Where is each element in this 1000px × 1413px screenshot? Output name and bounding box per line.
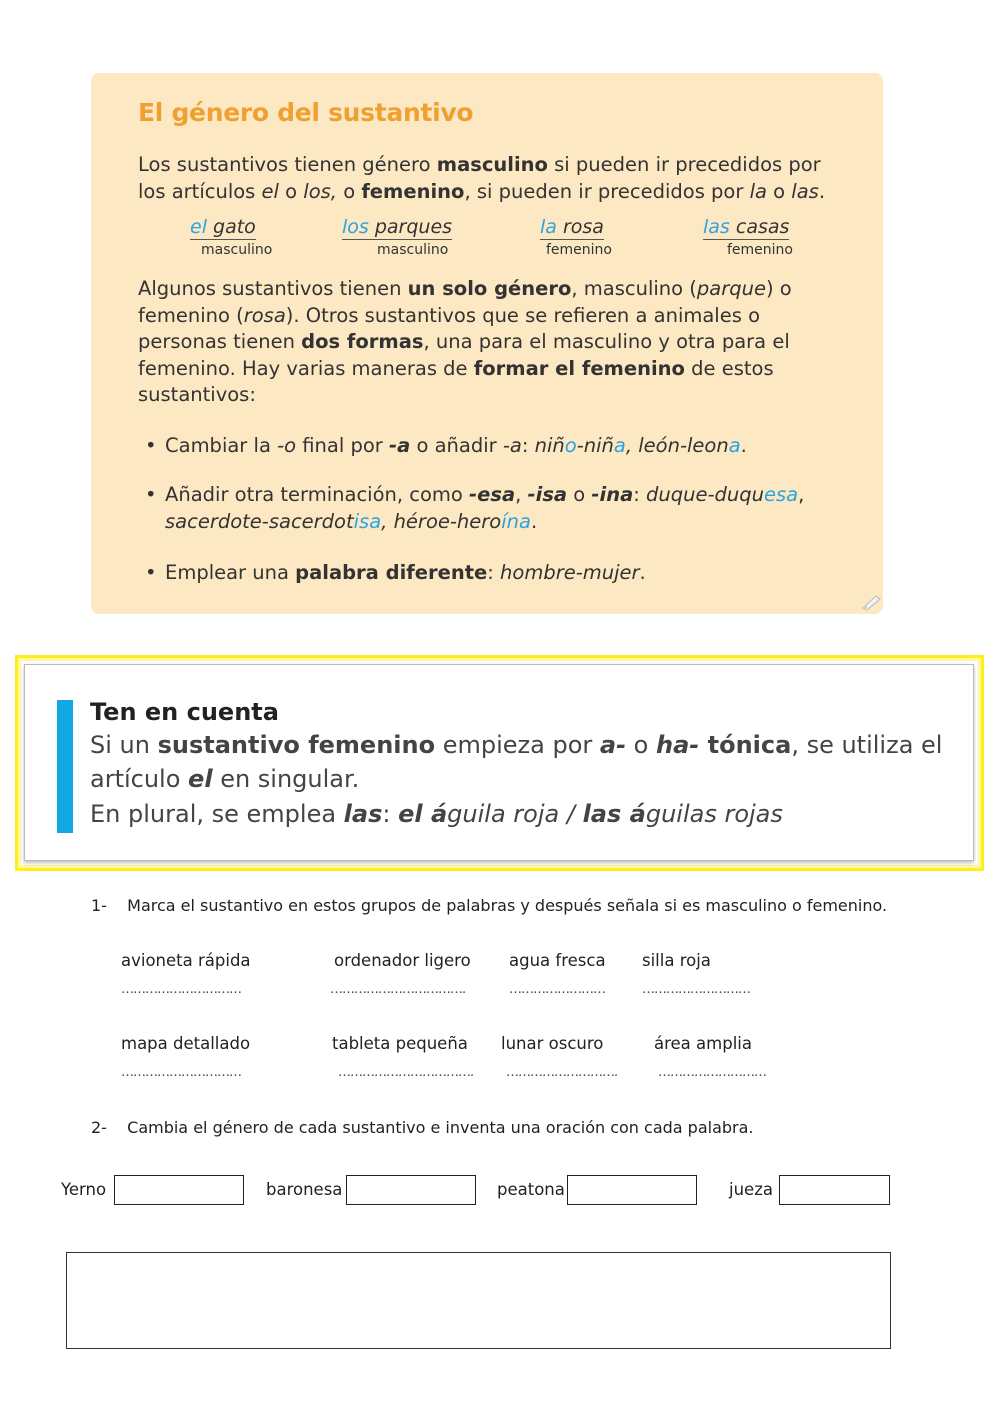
- example-label-femenino-2: femenino: [727, 242, 793, 258]
- text-run: a: [613, 434, 626, 457]
- answer-dots[interactable]: ……………………: [509, 982, 605, 997]
- answer-dots[interactable]: ……………………….: [506, 1065, 618, 1080]
- text-run: -isa: [527, 483, 568, 506]
- answer-input-jueza[interactable]: [779, 1175, 890, 1205]
- text-run: final por: [296, 434, 389, 457]
- word-mapa-detallado[interactable]: mapa detallado: [121, 1034, 251, 1053]
- bullet-1-line-1: [165, 433, 845, 460]
- bullet-dot: •: [145, 483, 157, 506]
- text-run: parque: [696, 277, 766, 300]
- text-run: En plural, se emplea: [90, 800, 344, 828]
- text-run: palabra diferente: [295, 561, 488, 584]
- answer-dots[interactable]: …………………………….: [338, 1065, 474, 1080]
- theory-p2-line-1: [138, 276, 838, 303]
- answer-dots[interactable]: …………………………….: [330, 982, 466, 997]
- theory-p2-line-2: [138, 303, 838, 330]
- text-run: femenino: [361, 179, 465, 203]
- theory-p2-line-3: [138, 329, 838, 356]
- example-label-masculino-1: masculino: [201, 242, 273, 258]
- text-run: , una para el masculino y otra para el: [423, 330, 790, 353]
- text-run: sustantivo femenino: [157, 731, 436, 759]
- text-run: femenino (: [138, 303, 244, 327]
- text-run: :: [633, 483, 647, 506]
- text-run: los artículos: [138, 179, 262, 203]
- text-run: en singular.: [212, 765, 360, 793]
- label-jueza: jueza: [729, 1180, 773, 1199]
- text-run: isa: [353, 509, 382, 533]
- note-box: [24, 664, 974, 861]
- text-run: el: [261, 179, 279, 203]
- answer-dots[interactable]: …………………………: [121, 1065, 241, 1080]
- text-run: duque-duqu: [646, 483, 765, 506]
- text-run: los,: [303, 179, 337, 203]
- text-run: , si pueden ir precedidos por: [464, 179, 750, 203]
- text-run: un solo género: [407, 277, 572, 300]
- text-run: de estos: [684, 356, 774, 380]
- bullet-3-line-1: [165, 560, 845, 587]
- word-avioneta-rapida[interactable]: avioneta rápida: [121, 951, 251, 970]
- example-los-parques: los parques: [342, 216, 453, 238]
- text-run: , masculino (: [571, 277, 697, 300]
- text-run: las á: [582, 800, 646, 828]
- text-run: :: [521, 434, 535, 457]
- text-run: tónica: [707, 731, 792, 759]
- text-run: Emplear una: [165, 561, 296, 584]
- note-title: Ten en cuenta: [90, 698, 279, 726]
- text-run: a: [728, 434, 741, 457]
- answer-dots[interactable]: ………………………: [658, 1065, 766, 1080]
- exercise-text: Marca el sustantivo en estos grupos de palabras y después señala si es masculino o femenino.: [127, 896, 888, 915]
- text-run: dos formas: [301, 330, 424, 353]
- text-run: o: [278, 179, 304, 203]
- text-run: esa: [764, 483, 799, 506]
- exercise-number: 1-: [91, 896, 107, 915]
- text-run: , león-leon: [625, 434, 729, 457]
- text-run: personas tienen: [138, 330, 302, 353]
- answer-dots[interactable]: ………………………: [642, 982, 750, 997]
- text-run: :: [382, 800, 399, 828]
- word-area-amplia[interactable]: área amplia: [654, 1034, 752, 1053]
- pencil-icon: [860, 594, 882, 610]
- text-run: a-: [599, 731, 627, 759]
- theory-paragraph-1: [138, 152, 858, 205]
- sentence-textarea[interactable]: [66, 1252, 891, 1349]
- text-run: formar el femenino: [473, 356, 685, 380]
- exercise-2-instruction: [91, 1118, 754, 1137]
- exercise-text: Cambia el género de cada sustantivo e inventa una oración con cada palabra.: [127, 1118, 754, 1137]
- bullet-2-line-1: [165, 482, 845, 509]
- exercise-1-instruction: [91, 896, 887, 915]
- text-run: -ina: [591, 483, 634, 506]
- text-run: la: [749, 179, 767, 203]
- answer-input-yerno[interactable]: [114, 1175, 244, 1205]
- label-peatona: peatona: [497, 1180, 565, 1199]
- bullet-2-line-2: [165, 509, 845, 536]
- text-run: Añadir otra terminación, como: [165, 483, 470, 506]
- theory-p1-line-2: [138, 179, 858, 206]
- text-run: sustantivos:: [138, 383, 256, 406]
- text-run: si pueden ir precedidos por: [547, 153, 821, 176]
- text-run: rosa: [243, 303, 286, 327]
- text-run: .: [639, 561, 646, 584]
- example-label-masculino-2: masculino: [377, 242, 449, 258]
- text-run: , se utiliza el: [791, 731, 943, 759]
- text-run: o: [337, 179, 362, 203]
- text-run: ). Otros sustantivos que se refieren a animales o: [285, 303, 761, 327]
- theory-p2-line-5: [138, 382, 838, 409]
- text-run: -a: [502, 434, 522, 457]
- example-label-femenino-1: femenino: [546, 242, 612, 258]
- text-run: -niñ: [576, 434, 614, 457]
- text-run: ,: [515, 483, 528, 506]
- text-run: guilas rojas: [645, 800, 783, 828]
- text-run: o añadir: [410, 434, 503, 457]
- bullet-dot: •: [145, 434, 157, 457]
- text-run: las: [343, 800, 383, 828]
- text-run: :: [487, 561, 501, 584]
- text-run: ha-: [656, 731, 708, 759]
- text-run: niñ: [534, 434, 565, 457]
- text-run: guila roja /: [447, 800, 583, 828]
- theory-paragraph-2: [138, 276, 838, 409]
- text-run: ) o: [765, 277, 792, 300]
- word-lunar-oscuro[interactable]: lunar oscuro: [501, 1034, 604, 1053]
- text-run: o: [567, 483, 592, 506]
- note-line-2: [90, 765, 359, 793]
- note-line-1: [90, 731, 942, 759]
- text-run: masculino: [436, 153, 548, 176]
- text-run: hombre-mujer: [500, 561, 640, 584]
- word-ordenador-ligero[interactable]: ordenador ligero: [334, 951, 471, 970]
- text-run: artículo: [90, 765, 189, 793]
- answer-input-peatona[interactable]: [567, 1175, 697, 1205]
- note-line-3: [90, 800, 783, 828]
- text-run: femenino. Hay varias maneras de: [138, 356, 474, 380]
- note-accent-bar: [57, 700, 73, 833]
- text-run: o: [626, 731, 656, 759]
- text-run: Si un: [90, 731, 158, 759]
- example-la-rosa: la rosa: [540, 216, 604, 238]
- exercise-number: 2-: [91, 1118, 107, 1137]
- text-run: -a: [389, 434, 411, 457]
- text-run: Cambiar la: [165, 434, 278, 457]
- text-run: .: [530, 509, 538, 533]
- text-run: las: [791, 179, 819, 203]
- theory-p2-line-4: [138, 356, 838, 383]
- word-agua-fresca[interactable]: agua fresca: [509, 951, 606, 970]
- answer-dots[interactable]: …………………………: [121, 982, 241, 997]
- word-silla-roja[interactable]: silla roja: [642, 951, 711, 970]
- text-run: Algunos sustantivos tienen: [138, 277, 408, 300]
- text-run: .: [740, 434, 747, 457]
- text-run: -o: [277, 434, 297, 457]
- text-run: o: [766, 179, 792, 203]
- text-run: empieza por: [435, 731, 600, 759]
- text-run: Los sustantivos tienen género: [138, 153, 437, 176]
- example-el-gato: el gato: [190, 216, 256, 238]
- answer-input-baronesa[interactable]: [346, 1175, 476, 1205]
- example-las-casas: las casas: [703, 216, 790, 238]
- bullet-dot: •: [145, 561, 157, 584]
- text-run: , héroe-hero: [381, 509, 502, 533]
- label-baronesa: baronesa: [266, 1180, 343, 1199]
- text-run: ína: [501, 509, 531, 533]
- word-tableta-pequena[interactable]: tableta pequeña: [332, 1034, 468, 1053]
- text-run: .: [818, 179, 826, 203]
- text-run: o: [564, 434, 577, 457]
- text-run: -esa: [469, 483, 516, 506]
- label-yerno: Yerno: [61, 1180, 107, 1199]
- theory-title: El género del sustantivo: [138, 98, 474, 127]
- text-run: ,: [798, 483, 805, 506]
- text-run: el: [188, 765, 213, 793]
- text-run: sacerdote-sacerdot: [165, 509, 354, 533]
- text-run: el á: [398, 800, 448, 828]
- theory-p1-line-1: [138, 152, 858, 179]
